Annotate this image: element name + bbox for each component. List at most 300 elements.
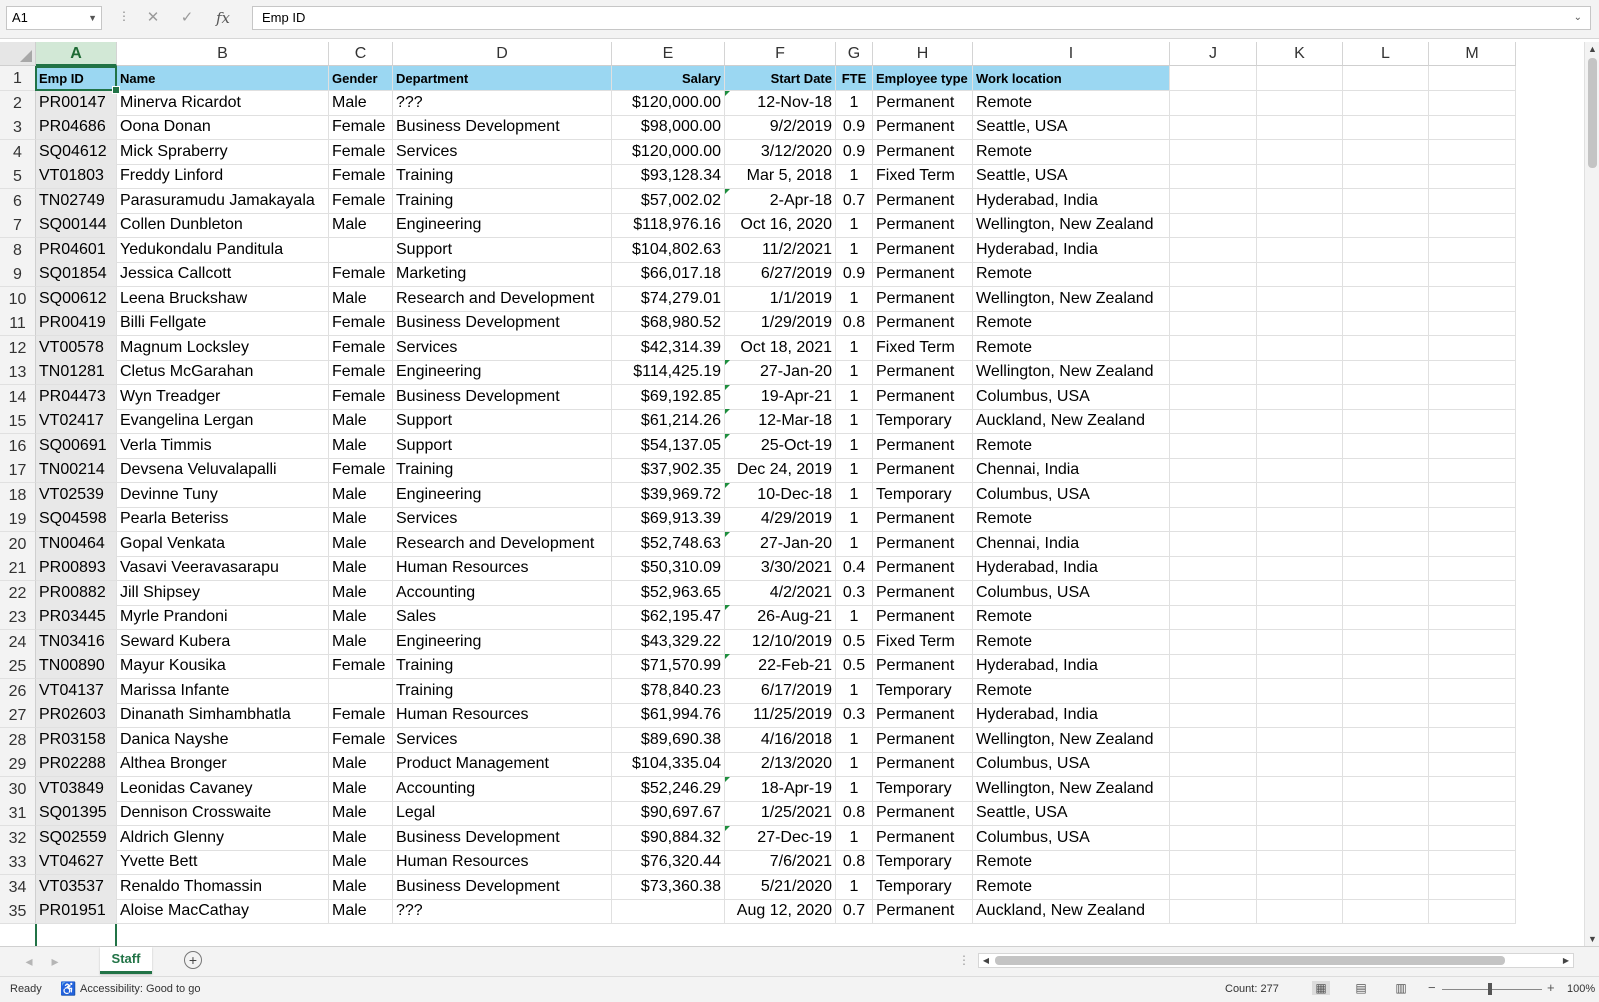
cell[interactable]: Auckland, New Zealand [973,409,1170,434]
row-header[interactable]: 22 [0,581,36,606]
header-cell[interactable]: Start Date [725,66,836,91]
cell[interactable]: PR04601 [36,238,117,263]
column-header-l[interactable]: L [1343,42,1429,66]
cell[interactable]: 19-Apr-21 [725,385,836,410]
cell[interactable]: Parasuramudu Jamakayala [117,189,329,214]
column-header-m[interactable]: M [1429,42,1516,66]
column-header-i[interactable]: I [973,42,1170,66]
cell[interactable]: 0.7 [836,189,873,214]
cell[interactable]: $118,976.16 [612,213,725,238]
cell[interactable]: Female [329,336,393,361]
cell[interactable] [1429,336,1516,361]
scroll-left-icon[interactable]: ◀ [982,956,990,965]
cell[interactable]: 0.8 [836,850,873,875]
cell[interactable] [1343,654,1429,679]
cell[interactable]: Magnum Locksley [117,336,329,361]
cell[interactable]: Female [329,385,393,410]
cell[interactable]: 25-Oct-19 [725,434,836,459]
row-header[interactable]: 34 [0,875,36,900]
cell[interactable]: Leena Bruckshaw [117,287,329,312]
formula-input[interactable] [252,6,1591,30]
cell[interactable] [1170,630,1257,655]
cell[interactable]: $90,884.32 [612,826,725,851]
cell[interactable]: PR04473 [36,385,117,410]
cell[interactable]: Legal [393,801,612,826]
cell[interactable] [1170,875,1257,900]
cell[interactable]: Collen Dunbleton [117,213,329,238]
cell[interactable]: 12-Mar-18 [725,409,836,434]
cell[interactable]: 4/29/2019 [725,507,836,532]
cell[interactable] [1429,458,1516,483]
cell[interactable] [1343,213,1429,238]
cell[interactable]: $66,017.18 [612,262,725,287]
cell[interactable]: 0.5 [836,654,873,679]
cell[interactable]: Remote [973,262,1170,287]
cell[interactable] [1170,679,1257,704]
cell[interactable] [1343,164,1429,189]
cell[interactable]: $89,690.38 [612,728,725,753]
cell[interactable] [1257,262,1343,287]
cell[interactable] [1429,826,1516,851]
cell[interactable]: 1 [836,213,873,238]
row-header[interactable]: 5 [0,164,36,189]
cell[interactable]: 2-Apr-18 [725,189,836,214]
cell[interactable]: 1 [836,238,873,263]
cell[interactable]: Remote [973,850,1170,875]
cell[interactable]: 2/13/2020 [725,752,836,777]
scroll-down-icon[interactable]: ▼ [1588,934,1597,944]
row-header[interactable]: 32 [0,826,36,851]
cell[interactable]: 1 [836,458,873,483]
cell[interactable]: Gopal Venkata [117,532,329,557]
cell[interactable] [1257,605,1343,630]
page-break-preview-icon[interactable]: ▥ [1395,981,1407,995]
cell[interactable] [1429,777,1516,802]
cell[interactable] [1170,287,1257,312]
cell[interactable] [1343,507,1429,532]
cell[interactable]: 6/27/2019 [725,262,836,287]
cell[interactable]: Chennai, India [973,458,1170,483]
cell[interactable] [1343,115,1429,140]
cell[interactable]: Remote [973,605,1170,630]
cell[interactable] [1343,434,1429,459]
cell[interactable]: 11/2/2021 [725,238,836,263]
cell[interactable]: Female [329,728,393,753]
cell[interactable]: SQ02559 [36,826,117,851]
cell[interactable]: Male [329,801,393,826]
row-header[interactable]: 20 [0,532,36,557]
name-box[interactable] [6,6,102,30]
cell[interactable]: Female [329,703,393,728]
cell[interactable]: Permanent [873,385,973,410]
cell[interactable]: Female [329,164,393,189]
cell[interactable] [1429,703,1516,728]
cell[interactable]: Permanent [873,434,973,459]
cell[interactable]: Male [329,213,393,238]
cell[interactable] [1257,703,1343,728]
cell[interactable]: Male [329,875,393,900]
cell[interactable]: Business Development [393,385,612,410]
cell[interactable]: 1 [836,164,873,189]
cell[interactable]: Human Resources [393,850,612,875]
cell[interactable]: Fixed Term [873,164,973,189]
cell[interactable]: Dennison Crosswaite [117,801,329,826]
cell[interactable]: 1/1/2019 [725,287,836,312]
cell[interactable] [1257,287,1343,312]
cell[interactable]: 4/16/2018 [725,728,836,753]
row-header[interactable]: 31 [0,801,36,826]
column-header-h[interactable]: H [873,42,973,66]
cell[interactable]: Chennai, India [973,532,1170,557]
cell[interactable] [1257,140,1343,165]
insert-function-icon[interactable]: fx [215,9,230,27]
scroll-right-icon[interactable]: ▶ [1562,956,1570,965]
header-cell[interactable]: FTE [836,66,873,91]
cell[interactable]: Devinne Tuny [117,483,329,508]
cell[interactable]: Temporary [873,777,973,802]
cell[interactable] [1429,213,1516,238]
cell[interactable]: Female [329,115,393,140]
cell[interactable]: $90,697.67 [612,801,725,826]
cell[interactable]: SQ01395 [36,801,117,826]
cell[interactable]: 7/6/2021 [725,850,836,875]
cell[interactable]: Seattle, USA [973,115,1170,140]
cell[interactable] [1257,213,1343,238]
cell[interactable] [1170,409,1257,434]
row-header[interactable]: 29 [0,752,36,777]
cell[interactable] [1343,262,1429,287]
cell[interactable]: 1 [836,875,873,900]
cell[interactable]: Billi Fellgate [117,311,329,336]
row-header[interactable]: 3 [0,115,36,140]
cell[interactable] [1343,703,1429,728]
chevron-down-icon[interactable]: ▼ [88,13,97,23]
cell[interactable]: 3/30/2021 [725,556,836,581]
cell[interactable]: VT01803 [36,164,117,189]
cell[interactable]: Male [329,777,393,802]
cell[interactable] [1257,850,1343,875]
cell[interactable]: Permanent [873,605,973,630]
cell[interactable]: Remote [973,91,1170,116]
cell[interactable]: ??? [393,899,612,924]
cell[interactable] [1429,654,1516,679]
cell[interactable] [1257,115,1343,140]
cell[interactable] [1257,409,1343,434]
cell[interactable]: 1/29/2019 [725,311,836,336]
cell[interactable]: Services [393,728,612,753]
cell[interactable]: Female [329,189,393,214]
cell[interactable]: Business Development [393,311,612,336]
cell[interactable]: 1 [836,728,873,753]
cell[interactable]: 11/25/2019 [725,703,836,728]
cell[interactable] [1429,311,1516,336]
cell[interactable]: VT04137 [36,679,117,704]
cell[interactable]: $62,195.47 [612,605,725,630]
cell[interactable]: Renaldo Thomassin [117,875,329,900]
cell[interactable]: 0.8 [836,801,873,826]
cell[interactable] [1170,850,1257,875]
cell[interactable]: $52,963.65 [612,581,725,606]
cell[interactable]: Aloise MacCathay [117,899,329,924]
cell[interactable]: Male [329,434,393,459]
cell[interactable]: 4/2/2021 [725,581,836,606]
cell[interactable] [1429,728,1516,753]
cell[interactable]: Seward Kubera [117,630,329,655]
cell[interactable]: Remote [973,875,1170,900]
cell[interactable]: Danica Nayshe [117,728,329,753]
row-header[interactable]: 1 [0,66,36,91]
cell[interactable]: Engineering [393,483,612,508]
cell[interactable]: TN00890 [36,654,117,679]
column-header-d[interactable]: D [393,42,612,66]
cell[interactable] [1257,581,1343,606]
cell[interactable]: Training [393,189,612,214]
cell[interactable] [1343,899,1429,924]
expand-formula-icon[interactable]: ⌄ [1573,12,1582,23]
cell[interactable]: 5/21/2020 [725,875,836,900]
cell[interactable]: Evangelina Lergan [117,409,329,434]
cell[interactable] [1170,434,1257,459]
cell[interactable]: Temporary [873,875,973,900]
column-header-f[interactable]: F [725,42,836,66]
cell[interactable]: 0.9 [836,262,873,287]
cell[interactable]: Myrle Prandoni [117,605,329,630]
cell[interactable] [1257,189,1343,214]
cell[interactable]: Oct 16, 2020 [725,213,836,238]
cell[interactable]: $61,994.76 [612,703,725,728]
cell[interactable]: 12-Nov-18 [725,91,836,116]
cell[interactable] [1170,581,1257,606]
row-header[interactable]: 27 [0,703,36,728]
cell[interactable]: PR04686 [36,115,117,140]
cell[interactable] [1343,287,1429,312]
row-header[interactable]: 14 [0,385,36,410]
cell[interactable] [1429,91,1516,116]
cell[interactable]: VT00578 [36,336,117,361]
cell[interactable] [1429,287,1516,312]
cell[interactable]: Permanent [873,91,973,116]
cell[interactable]: TN02749 [36,189,117,214]
cell[interactable]: Training [393,679,612,704]
cell[interactable]: Remote [973,311,1170,336]
cell[interactable]: Yvette Bett [117,850,329,875]
cell[interactable] [1257,238,1343,263]
cell[interactable]: Vasavi Veeravasarapu [117,556,329,581]
row-header[interactable]: 26 [0,679,36,704]
cell[interactable] [1170,654,1257,679]
cell[interactable]: Male [329,605,393,630]
row-header[interactable]: 7 [0,213,36,238]
cell[interactable] [1429,605,1516,630]
cell[interactable]: Hyderabad, India [973,654,1170,679]
cell[interactable]: VT04627 [36,850,117,875]
cell[interactable] [1170,140,1257,165]
cell[interactable]: Female [329,140,393,165]
cell[interactable]: Remote [973,630,1170,655]
cell[interactable]: Female [329,654,393,679]
cell[interactable]: 1 [836,826,873,851]
cell[interactable]: Verla Timmis [117,434,329,459]
header-cell[interactable] [1257,66,1343,91]
cell[interactable] [1343,140,1429,165]
cell[interactable] [1429,483,1516,508]
cell[interactable]: Female [329,360,393,385]
cell[interactable]: $104,802.63 [612,238,725,263]
header-cell[interactable] [1170,66,1257,91]
cell[interactable]: Permanent [873,899,973,924]
row-header[interactable]: 18 [0,483,36,508]
cell[interactable]: Accounting [393,581,612,606]
cell[interactable]: $54,137.05 [612,434,725,459]
row-header[interactable]: 12 [0,336,36,361]
cell[interactable]: $68,980.52 [612,311,725,336]
cell[interactable]: $74,279.01 [612,287,725,312]
cell[interactable]: 1 [836,409,873,434]
row-header[interactable]: 16 [0,434,36,459]
cell[interactable]: Male [329,91,393,116]
cell[interactable]: 18-Apr-19 [725,777,836,802]
cell[interactable] [1343,728,1429,753]
column-header-k[interactable]: K [1257,42,1343,66]
header-cell[interactable] [1343,66,1429,91]
row-header[interactable]: 35 [0,899,36,924]
cell[interactable]: 1 [836,91,873,116]
cell[interactable]: 27-Dec-19 [725,826,836,851]
cell[interactable]: Engineering [393,213,612,238]
cell[interactable]: $114,425.19 [612,360,725,385]
row-header[interactable]: 8 [0,238,36,263]
cell[interactable]: Accounting [393,777,612,802]
cell[interactable]: Oct 18, 2021 [725,336,836,361]
cell[interactable] [1257,164,1343,189]
cell[interactable]: Minerva Ricardot [117,91,329,116]
cell[interactable]: Services [393,140,612,165]
cell[interactable]: Male [329,532,393,557]
accessibility-icon[interactable]: ♿ [60,981,77,996]
cell[interactable]: ??? [393,91,612,116]
cell[interactable]: Male [329,483,393,508]
cell[interactable]: Business Development [393,115,612,140]
cell[interactable]: Male [329,752,393,777]
cell[interactable]: Permanent [873,262,973,287]
row-header[interactable]: 11 [0,311,36,336]
cell[interactable]: Training [393,654,612,679]
cell[interactable]: $104,335.04 [612,752,725,777]
cell[interactable]: Marissa Infante [117,679,329,704]
header-cell[interactable]: Gender [329,66,393,91]
cell[interactable]: VT03849 [36,777,117,802]
row-header[interactable]: 15 [0,409,36,434]
cell[interactable]: Mayur Kousika [117,654,329,679]
cell[interactable] [1170,311,1257,336]
cell[interactable]: 26-Aug-21 [725,605,836,630]
cell[interactable]: $71,570.99 [612,654,725,679]
cell[interactable]: Columbus, USA [973,581,1170,606]
cell[interactable]: 0.4 [836,556,873,581]
cell[interactable]: PR00893 [36,556,117,581]
cell[interactable]: Human Resources [393,703,612,728]
cell[interactable] [1343,850,1429,875]
cell[interactable] [1257,826,1343,851]
cell[interactable]: 27-Jan-20 [725,360,836,385]
cell[interactable]: Hyderabad, India [973,556,1170,581]
cell[interactable]: Temporary [873,409,973,434]
cell[interactable]: Mick Spraberry [117,140,329,165]
cell[interactable] [1170,115,1257,140]
cell[interactable] [1429,385,1516,410]
cell[interactable]: $69,192.85 [612,385,725,410]
cell[interactable]: Wyn Treadger [117,385,329,410]
cell[interactable] [1343,581,1429,606]
row-header[interactable]: 33 [0,850,36,875]
zoom-out-icon[interactable]: − [1428,980,1436,995]
cancel-icon[interactable]: ✕ [146,9,160,26]
cell[interactable]: Permanent [873,189,973,214]
cell[interactable] [1343,360,1429,385]
row-header[interactable]: 19 [0,507,36,532]
row-header[interactable]: 17 [0,458,36,483]
cell[interactable]: Columbus, USA [973,752,1170,777]
cell[interactable] [1257,483,1343,508]
cell[interactable]: Temporary [873,850,973,875]
cell[interactable] [329,238,393,263]
column-header-b[interactable]: B [117,42,329,66]
cell[interactable]: Training [393,164,612,189]
row-header[interactable]: 28 [0,728,36,753]
cell[interactable]: Permanent [873,311,973,336]
cell[interactable]: 22-Feb-21 [725,654,836,679]
cell[interactable]: Male [329,287,393,312]
next-sheet-icon[interactable]: ▸ [51,953,59,969]
cell[interactable]: Marketing [393,262,612,287]
header-cell[interactable]: Salary [612,66,725,91]
cell[interactable]: 3/12/2020 [725,140,836,165]
cell[interactable]: $78,840.23 [612,679,725,704]
cell[interactable] [1257,875,1343,900]
cell[interactable] [1343,556,1429,581]
cell[interactable] [1170,532,1257,557]
cell[interactable]: Permanent [873,532,973,557]
cell[interactable]: 0.5 [836,630,873,655]
cell[interactable]: Dec 24, 2019 [725,458,836,483]
row-header[interactable]: 25 [0,654,36,679]
header-cell[interactable]: Emp ID [36,66,117,91]
cell[interactable]: Male [329,507,393,532]
cell[interactable]: Female [329,311,393,336]
cell[interactable]: $93,128.34 [612,164,725,189]
cell[interactable] [1343,483,1429,508]
cell[interactable]: Permanent [873,728,973,753]
cell[interactable] [1257,434,1343,459]
row-header[interactable]: 2 [0,91,36,116]
cell[interactable]: Permanent [873,213,973,238]
cell[interactable]: PR00419 [36,311,117,336]
cell[interactable]: Fixed Term [873,630,973,655]
cell[interactable]: TN00214 [36,458,117,483]
cell[interactable]: 27-Jan-20 [725,532,836,557]
cell[interactable]: 0.3 [836,703,873,728]
cell[interactable] [1343,532,1429,557]
cell[interactable] [1343,409,1429,434]
cell[interactable]: Leonidas Cavaney [117,777,329,802]
cell[interactable]: Jessica Callcott [117,262,329,287]
cell[interactable] [1429,164,1516,189]
header-cell[interactable]: Department [393,66,612,91]
cell[interactable]: 12/10/2019 [725,630,836,655]
cell[interactable] [1257,801,1343,826]
cell[interactable]: Permanent [873,287,973,312]
cell[interactable]: $61,214.26 [612,409,725,434]
